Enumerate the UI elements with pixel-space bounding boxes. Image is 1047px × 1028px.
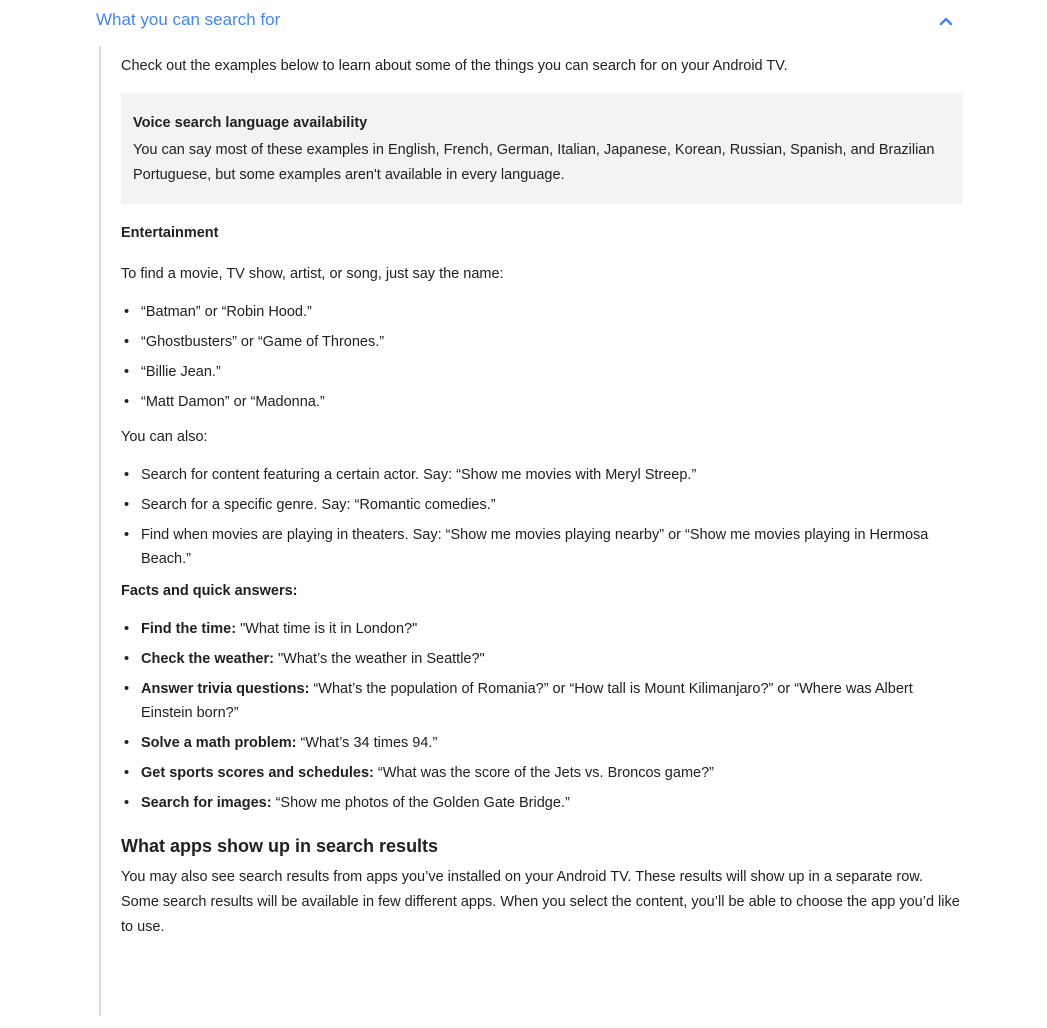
apps-section-text: You may also see search results from apps you’ve installed on your Android TV. These results will show up in a separate row. Some search results will be available in few different apps. When you select the content, you’ll be able to choose the app you’d like to use. [121, 869, 960, 935]
also-list [121, 463, 961, 571]
list-item: • “Ghostbusters” or “Game of Thrones.” [124, 334, 385, 350]
apps-section-heading: What apps show up in search results [121, 836, 439, 856]
list-item: • “Matt Damon” or “Madonna.” [124, 394, 325, 410]
list-item: • Solve a math problem: “What’s 34 times 94.” [124, 735, 438, 751]
callout-title: Voice search language availability [133, 115, 368, 131]
language-callout [121, 93, 963, 204]
chevron-up-icon[interactable] [936, 11, 956, 31]
also-label: You can also: [121, 429, 208, 445]
accordion-title[interactable]: What you can search for [96, 10, 281, 29]
facts-heading: Facts and quick answers: [121, 583, 298, 599]
list-item: • Answer trivia questions: “What’s the population of Romania?” or “How tall is Mount Kilimanjaro?” or “Where was Albert Einstein born?” [124, 681, 913, 721]
list-item: • Check the weather: "What’s the weather in Seattle?" [124, 651, 485, 667]
list-item: • “Billie Jean.” [124, 364, 221, 380]
callout-text: You can say most of these examples in English, French, German, Italian, Japanese, Korean, Russian, Spanish, and Brazilian Portuguese, but some examples aren't available in every language. [133, 142, 935, 183]
list-item: • Search for content featuring a certain actor. Say: “Show me movies with Meryl Streep.” [124, 467, 697, 483]
entertainment-lead: To find a movie, TV show, artist, or song, just say the name: [121, 266, 504, 282]
list-item: • “Batman” or “Robin Hood.” [124, 304, 312, 320]
facts-list [121, 617, 961, 815]
list-item: • Get sports scores and schedules: “What was the score of the Jets vs. Broncos game?” [124, 765, 714, 781]
accordion-content [99, 46, 961, 1016]
entertainment-examples [121, 300, 961, 414]
intro-text: Check out the examples below to learn about some of the things you can search for on your Android TV. [121, 58, 788, 74]
accordion-header[interactable] [96, 0, 956, 40]
entertainment-heading: Entertainment [121, 225, 219, 241]
list-item: • Find when movies are playing in theaters. Say: “Show me movies playing nearby” or “Show me movies playing in Hermosa Beach.” [124, 527, 929, 567]
list-item: • Search for images: “Show me photos of the Golden Gate Bridge.” [124, 795, 570, 811]
list-item: • Find the time: "What time is it in London?" [124, 621, 418, 637]
list-item: • Search for a specific genre. Say: “Romantic comedies.” [124, 497, 496, 513]
